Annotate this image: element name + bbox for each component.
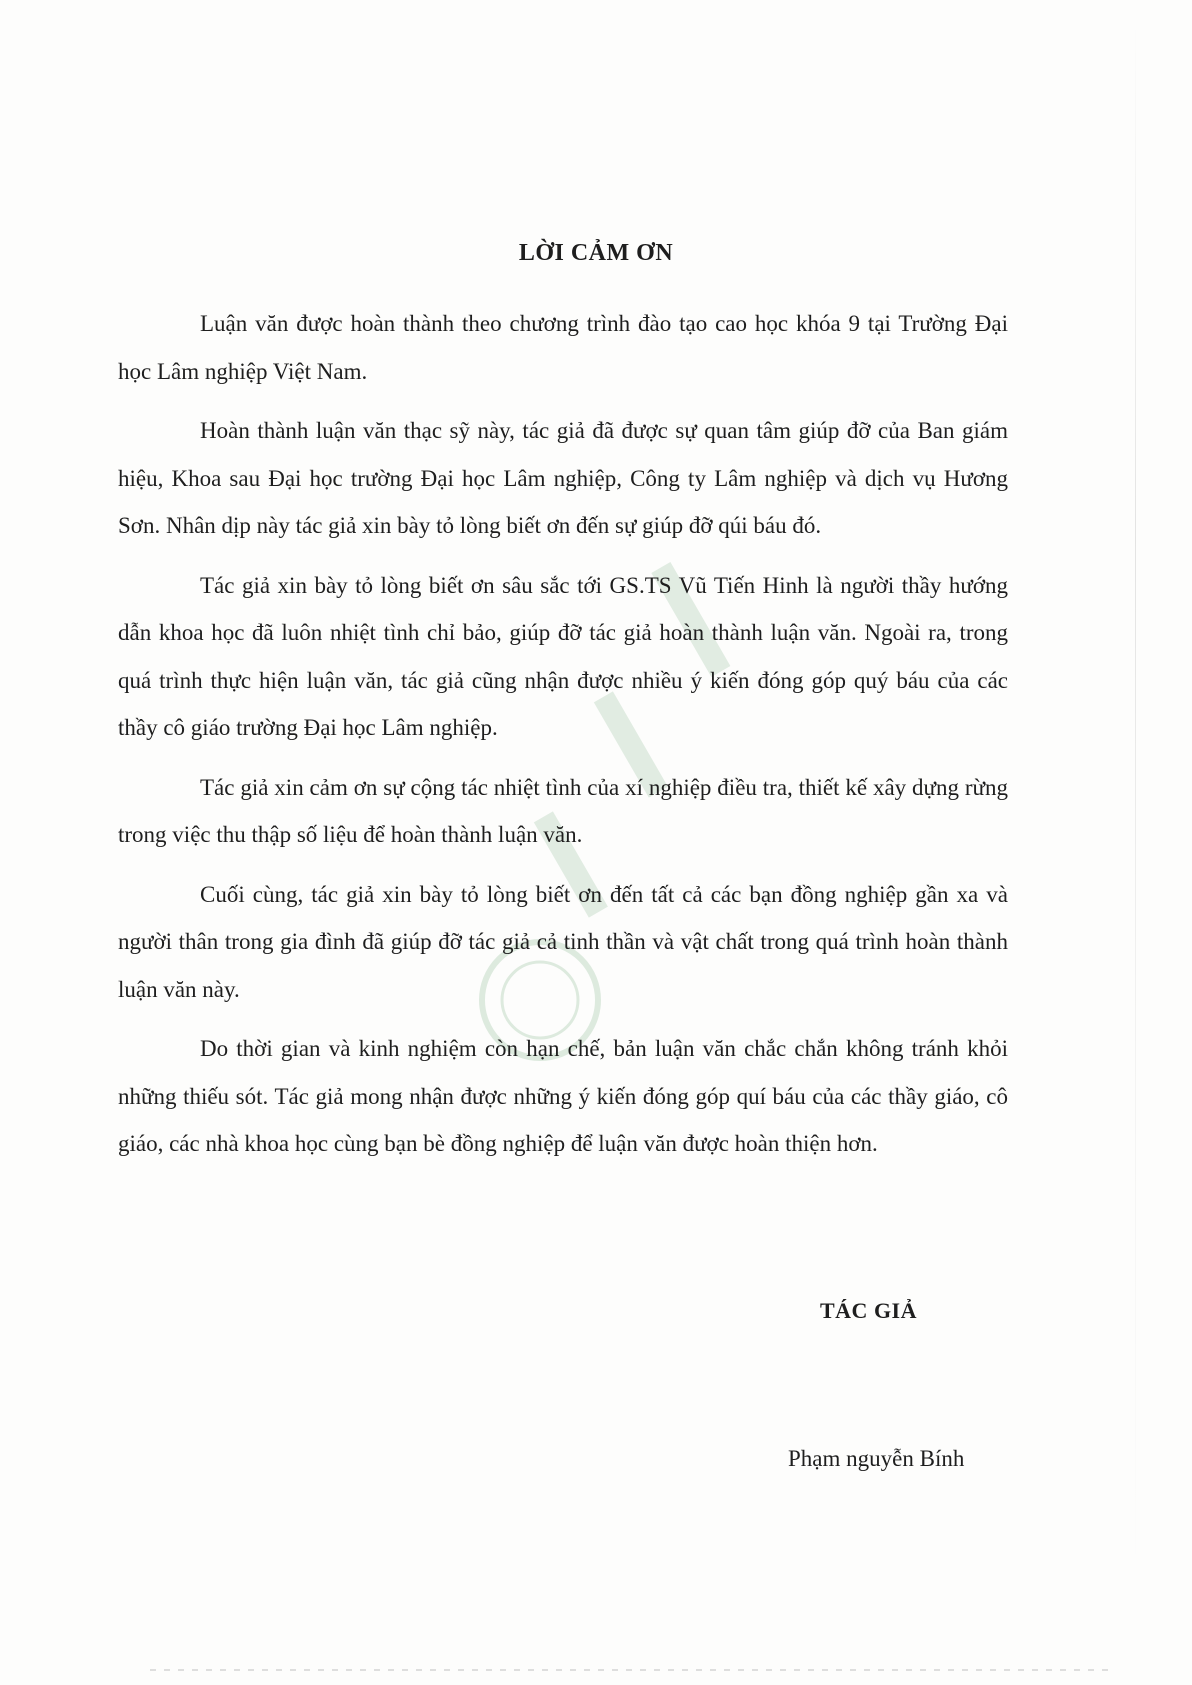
paragraph-3: Tác giả xin bày tỏ lòng biết ơn sâu sắc tới GS.TS Vũ Tiến Hinh là người thầy hướng dẫn khoa học đã luôn nhiệt tình chỉ bảo, giúp đỡ tác giả hoàn thành luận văn. Ngoài ra, trong quá trình thực hiện luận văn, tác giả cũng nhận được nhiều ý kiến đóng góp quý báu của các thầy cô giáo trường Đại học Lâm nghiệp. <box>118 572 1008 740</box>
paragraph-4: Tác giả xin cảm ơn sự cộng tác nhiệt tình của xí nghiệp điều tra, thiết kế xây dựng rừng trong việc thu thập số liệu để hoàn thành luận văn. <box>118 774 1008 847</box>
paragraph-6: Do thời gian và kinh nghiệm còn hạn chế, bản luận văn chắc chắn không tránh khỏi những thiếu sót. Tác giả mong nhận được những ý kiến đóng góp quí báu của các thầy giáo, cô giáo, các nhà khoa học cùng bạn bè đồng nghiệp để luận văn được hoàn thiện hơn. <box>118 1036 1008 1156</box>
signoff-label: TÁC GIẢ <box>820 1298 918 1323</box>
scan-bottom-noise <box>150 1669 1112 1671</box>
acknowledgement-body <box>118 300 1008 1180</box>
paragraph-1: Luận văn được hoàn thành theo chương trình đào tạo cao học khóa 9 tại Trường Đại học Lâm nghiệp Việt Nam. <box>118 311 1008 384</box>
paragraph-2: Hoàn thành luận văn thạc sỹ này, tác giả đã được sự quan tâm giúp đỡ của Ban giám hiệu, Khoa sau Đại học trường Đại học Lâm nghiệp, Công ty Lâm nghiệp và dịch vụ Hương Sơn. Nhân dịp này tác giả xin bày tỏ lòng biết ơn đến sự giúp đỡ qúi báu đó. <box>118 418 1008 538</box>
author-name: Phạm nguyễn Bính <box>788 1446 965 1471</box>
paragraph-5: Cuối cùng, tác giả xin bày tỏ lòng biết ơn đến tất cả các bạn đồng nghiệp gần xa và người thân trong gia đình đã giúp đỡ tác giả cả tinh thần và vật chất trong quá trình hoàn thành luận văn này. <box>118 881 1008 1002</box>
page-title: LỜI CẢM ƠN <box>518 240 674 266</box>
